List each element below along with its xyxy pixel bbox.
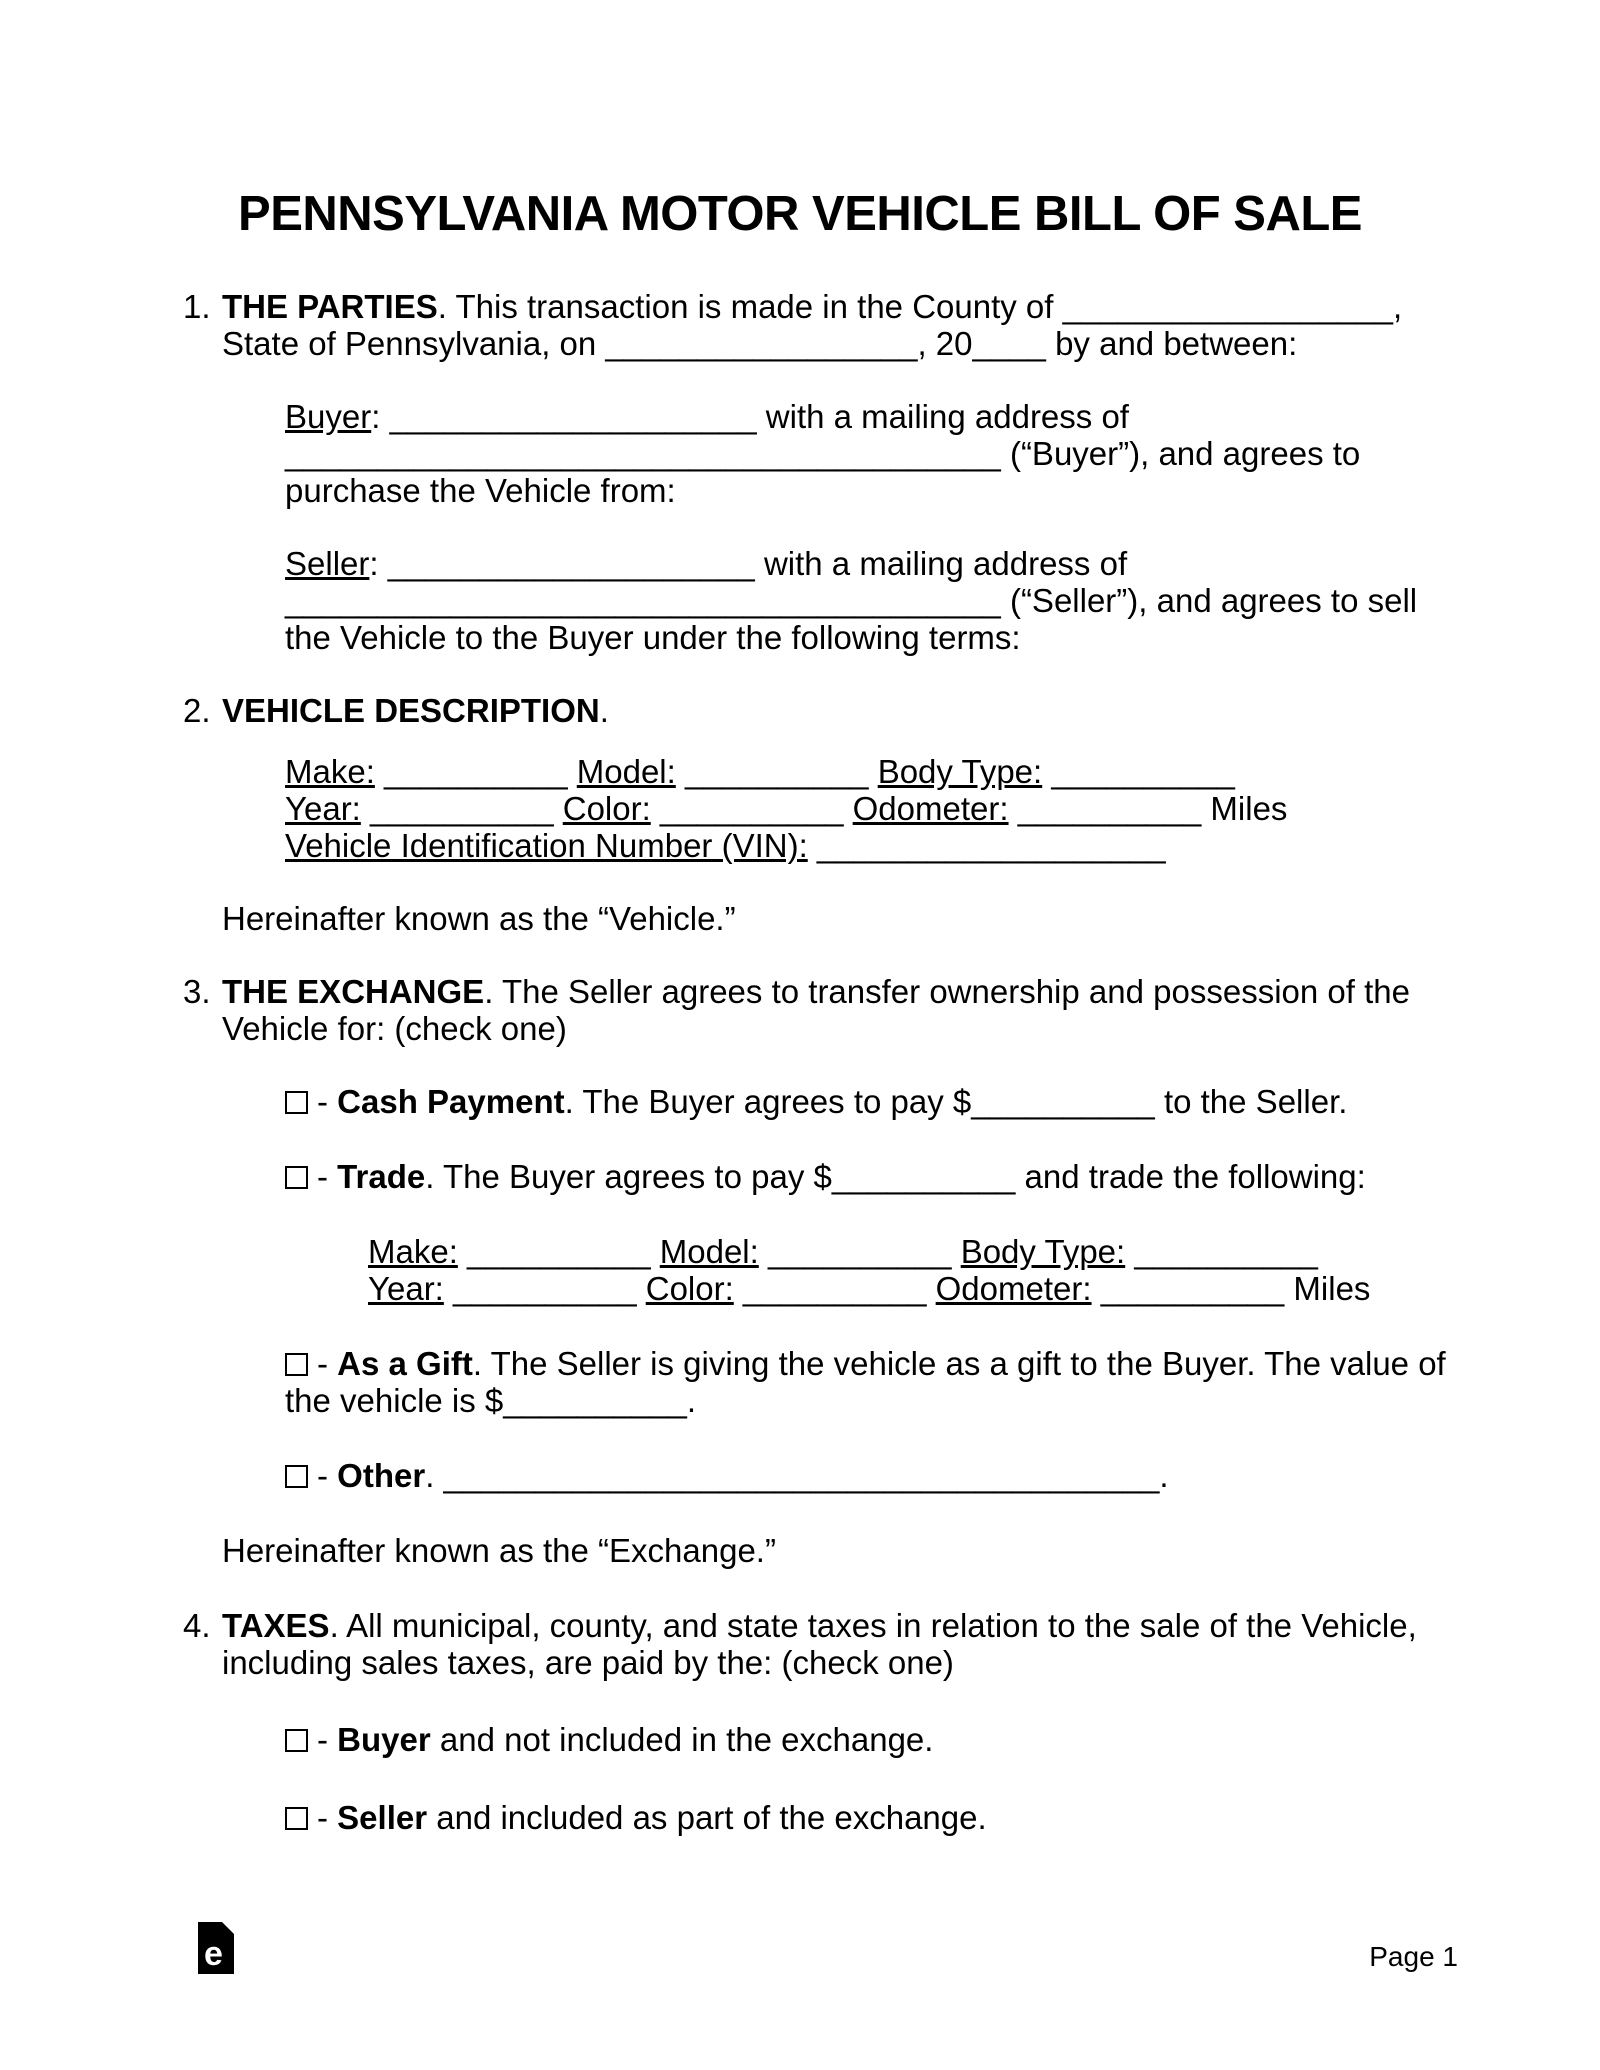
seller-label: Seller — [285, 545, 370, 582]
text-segment: - — [317, 1083, 338, 1120]
section-heading: THE PARTIES — [222, 288, 438, 325]
text-segment: to the Seller. — [1154, 1083, 1348, 1120]
seller-paragraph — [285, 545, 1460, 656]
blank-vin-field[interactable]: ___________________ — [807, 827, 1166, 864]
blank-body-type-field[interactable]: __________ — [1125, 1233, 1318, 1270]
text-segment: with a mailing address of — [754, 545, 1128, 582]
text-segment: the Vehicle to the Buyer under the following terms: — [285, 619, 1021, 656]
option-taxes-buyer — [285, 1721, 1460, 1758]
option-as-a-gift — [285, 1345, 1460, 1419]
text-segment: purchase the Vehicle from: — [285, 472, 676, 509]
vehicle-fields-table — [285, 753, 1460, 864]
document-body — [183, 288, 1460, 1836]
paragraph-line — [285, 582, 1460, 619]
checkbox-icon[interactable] — [285, 1091, 308, 1114]
text-segment: (“Buyer”), and agrees to — [1000, 435, 1361, 472]
section-vehicle-description — [183, 692, 1460, 937]
option-label: As a Gift — [337, 1345, 473, 1382]
paragraph-line — [222, 1607, 1460, 1644]
paragraph-line — [222, 288, 1460, 325]
paragraph-line — [285, 1083, 1460, 1120]
text-segment: - — [317, 1158, 338, 1195]
odometer-label: Odometer: — [852, 790, 1009, 827]
model-label: Model: — [576, 753, 676, 790]
blank-buyer-name-field[interactable]: ____________________ — [389, 398, 757, 435]
blank-seller-name-field[interactable]: ____________________ — [387, 545, 755, 582]
paragraph-line — [285, 472, 1460, 509]
text-segment: , — [1392, 288, 1403, 325]
eforms-logo — [198, 1922, 234, 1974]
paragraph-line — [285, 1158, 1460, 1195]
vehicle-row-2 — [285, 790, 1460, 827]
checkbox-icon[interactable] — [285, 1729, 308, 1752]
text-segment: , 20 — [917, 325, 973, 362]
text-segment: . All municipal, county, and state taxes in relation to the sale of the Vehicle, — [329, 1607, 1417, 1644]
body-type-label: Body Type: — [877, 753, 1043, 790]
miles-suffix: Miles — [1210, 790, 1288, 827]
paragraph-line — [285, 398, 1460, 435]
text-segment: : — [371, 398, 390, 435]
text-segment: and trade the following: — [1015, 1158, 1366, 1195]
text-segment: - — [317, 1721, 338, 1758]
eforms-logo-letter: e — [204, 1935, 223, 1973]
blank-model-field[interactable]: __________ — [675, 753, 878, 790]
paragraph-line — [222, 1010, 1460, 1047]
blank-seller-address-field[interactable]: _______________________________________ — [285, 582, 1001, 619]
text-segment: . The Seller agrees to transfer ownership and possession of the — [484, 973, 1410, 1010]
color-label: Color: — [562, 790, 651, 827]
paragraph-line — [285, 1457, 1460, 1494]
vehicle-row-vin — [285, 827, 1460, 864]
paragraph-line — [222, 1644, 1460, 1681]
option-label: Cash Payment — [337, 1083, 565, 1120]
option-label: Other — [337, 1457, 426, 1494]
blank-date-field[interactable]: _________________ — [605, 325, 918, 362]
odometer-label: Odometer: — [935, 1270, 1092, 1307]
text-segment: with a mailing address of — [756, 398, 1129, 435]
section-number: 1. — [183, 288, 211, 325]
buyer-paragraph — [285, 398, 1460, 509]
text-segment: . The Buyer agrees to pay $ — [425, 1158, 832, 1195]
paragraph-line — [222, 973, 1460, 1010]
text-segment: . — [425, 1457, 444, 1494]
blank-year-field[interactable]: __________ — [443, 1270, 646, 1307]
paragraph-line — [285, 1345, 1460, 1382]
section-number: 3. — [183, 973, 211, 1010]
paragraph-line — [285, 1382, 1460, 1419]
option-label: Trade — [337, 1158, 426, 1195]
exchange-alias-note: Hereinafter known as the “Exchange.” — [222, 1532, 776, 1569]
text-segment: - — [317, 1345, 338, 1382]
year-label: Year: — [368, 1270, 444, 1307]
option-cash-payment — [285, 1083, 1460, 1120]
model-label: Model: — [659, 1233, 759, 1270]
text-segment: (“Seller”), and agrees to sell — [1000, 582, 1418, 619]
blank-make-field[interactable]: __________ — [374, 753, 577, 790]
color-label: Color: — [645, 1270, 734, 1307]
make-label: Make: — [285, 753, 375, 790]
vin-label: Vehicle Identification Number (VIN): — [285, 827, 808, 864]
text-segment: : — [369, 545, 388, 582]
year-label: Year: — [285, 790, 361, 827]
section-number: 4. — [183, 1607, 211, 1644]
blank-make-field[interactable]: __________ — [457, 1233, 660, 1270]
blank-trade-amount-field[interactable]: __________ — [831, 1158, 1016, 1195]
vehicle-alias-note: Hereinafter known as the “Vehicle.” — [222, 900, 736, 937]
section-heading: VEHICLE DESCRIPTION — [222, 692, 600, 729]
option-label: Buyer — [337, 1721, 431, 1758]
text-segment: including sales taxes, are paid by the: (check one) — [222, 1644, 954, 1681]
section-number: 2. — [183, 692, 211, 729]
checkbox-icon[interactable] — [285, 1166, 308, 1189]
paragraph-line — [285, 435, 1460, 472]
blank-year-field[interactable]: __________ — [360, 790, 563, 827]
blank-county-field[interactable]: __________________ — [1062, 288, 1393, 325]
paragraph-line — [285, 545, 1460, 582]
paragraph-line — [222, 692, 1460, 729]
text-segment: State of Pennsylvania, on — [222, 325, 606, 362]
paragraph-line — [285, 619, 1460, 656]
blank-color-field[interactable]: __________ — [733, 1270, 936, 1307]
option-label: Seller — [337, 1799, 428, 1836]
body-type-label: Body Type: — [960, 1233, 1126, 1270]
option-trade — [285, 1158, 1460, 1195]
text-segment: . — [1159, 1457, 1169, 1494]
text-segment: . — [686, 1382, 696, 1419]
trade-vehicle-fields-table — [368, 1233, 1460, 1307]
miles-suffix: Miles — [1293, 1270, 1371, 1307]
vehicle-row-1 — [285, 753, 1460, 790]
section-taxes — [183, 1607, 1460, 1836]
trade-vehicle-row-2 — [368, 1270, 1460, 1307]
blank-year-field[interactable]: ____ — [972, 325, 1046, 362]
section-heading: THE EXCHANGE — [222, 973, 485, 1010]
paragraph-line — [285, 1799, 1460, 1836]
option-other — [285, 1457, 1460, 1494]
text-segment: - — [317, 1457, 338, 1494]
text-segment: . The Seller is giving the vehicle as a gift to the Buyer. The value of — [472, 1345, 1446, 1382]
text-segment: and not included in the exchange. — [430, 1721, 934, 1758]
text-segment: . This transaction is made in the County of — [437, 288, 1063, 325]
text-segment: by and between: — [1045, 325, 1298, 362]
make-label: Make: — [368, 1233, 458, 1270]
checkbox-icon[interactable] — [285, 1353, 308, 1376]
text-segment: Vehicle for: (check one) — [222, 1010, 567, 1047]
blank-odometer-field[interactable]: __________ — [1008, 790, 1211, 827]
blank-cash-amount-field[interactable]: __________ — [971, 1083, 1155, 1120]
page-number: Page 1 — [1369, 1941, 1458, 1972]
blank-body-type-field[interactable]: __________ — [1042, 753, 1235, 790]
section-heading: TAXES — [222, 1607, 330, 1644]
checkbox-icon[interactable] — [285, 1807, 308, 1830]
paragraph-line — [222, 325, 1460, 362]
text-segment: the vehicle is $ — [285, 1382, 504, 1419]
section-the-exchange — [183, 973, 1460, 1569]
blank-buyer-address-field[interactable]: _______________________________________ — [285, 435, 1001, 472]
text-segment: . — [599, 692, 609, 729]
blank-odometer-field[interactable]: __________ — [1091, 1270, 1294, 1307]
buyer-label: Buyer — [285, 398, 372, 435]
text-segment: - — [317, 1799, 338, 1836]
blank-color-field[interactable]: __________ — [650, 790, 853, 827]
blank-other-field[interactable]: _______________________________________ — [443, 1457, 1160, 1494]
blank-model-field[interactable]: __________ — [758, 1233, 961, 1270]
text-segment: . The Buyer agrees to pay $ — [564, 1083, 972, 1120]
section-the-parties — [183, 288, 1460, 656]
blank-gift-value-field[interactable]: __________ — [503, 1382, 687, 1419]
text-segment: and included as part of the exchange. — [427, 1799, 987, 1836]
option-taxes-seller — [285, 1799, 1460, 1836]
trade-vehicle-row-1 — [368, 1233, 1460, 1270]
paragraph-line — [285, 1721, 1460, 1758]
checkbox-icon[interactable] — [285, 1465, 308, 1488]
document-title: PENNSYLVANIA MOTOR VEHICLE BILL OF SALE — [238, 187, 1362, 241]
